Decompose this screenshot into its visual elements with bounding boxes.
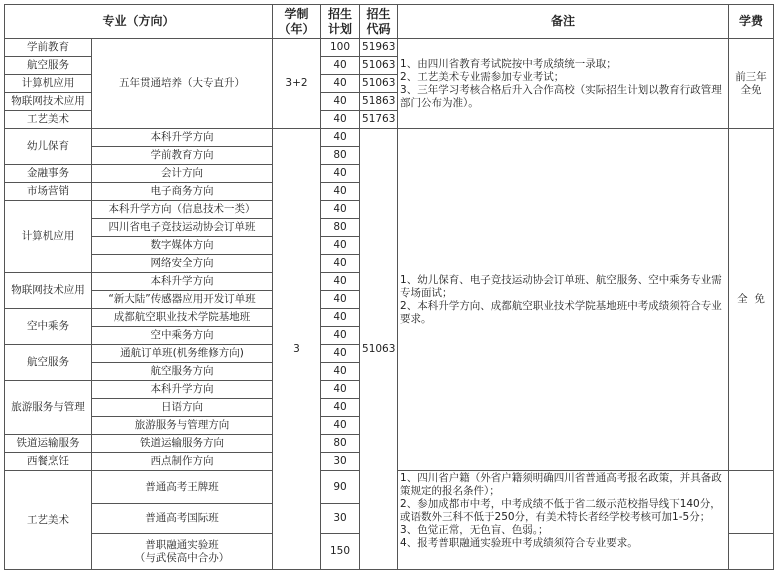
note-line: 1、幼儿保育、电子竞技运动协会订单班、航空服务、空中乘务专业需专场面试； xyxy=(400,273,722,299)
note-line: 3、三年学习考核合格后升入合作高校（实际招生计划以教育行政管理部门公布为准）。 xyxy=(400,83,722,109)
major-cell: 计算机应用 xyxy=(5,201,92,273)
plan-cell: 40 xyxy=(321,363,360,381)
fee-l1: 前三年 xyxy=(735,70,767,83)
plan-cell: 100 xyxy=(321,39,360,57)
admissions-table xyxy=(4,4,774,570)
header-plan-l1: 招生 xyxy=(328,6,353,21)
plan-cell: 80 xyxy=(321,219,360,237)
direction-l1: 普职融通实验班 xyxy=(145,538,219,551)
plan-cell: 40 xyxy=(321,309,360,327)
code-cell: 51063 xyxy=(360,75,398,93)
notes-cell xyxy=(398,129,729,471)
code-cell: 51063 xyxy=(360,129,398,570)
note-line: 2、工艺美术专业需参加专业考试； xyxy=(400,70,565,83)
plan-cell: 80 xyxy=(321,147,360,165)
plan-cell: 90 xyxy=(321,471,360,504)
direction-cell: 通航订单班(机务维修方向) xyxy=(92,345,273,363)
plan-cell: 30 xyxy=(321,504,360,534)
direction-cell xyxy=(92,534,273,570)
note-line: 4、报考普职融通实验班中考成绩须符合专业要求。 xyxy=(400,537,638,549)
direction-cell: 铁道运输服务方向 xyxy=(92,435,273,453)
header-major: 专业（方向） xyxy=(5,5,273,39)
plan-cell: 40 xyxy=(321,165,360,183)
note-line: 3、色觉正常，无色盲、色弱。； xyxy=(400,524,549,536)
notes-cell xyxy=(398,39,729,129)
direction-cell: 本科升学方向（信息技术一类） xyxy=(92,201,273,219)
direction-cell: 日语方向 xyxy=(92,399,273,417)
major-cell: 计算机应用 xyxy=(5,75,92,93)
notes-cell xyxy=(398,471,729,570)
fee-cell: 全 免 xyxy=(729,129,774,471)
note-line: 1、由四川省教育考试院按中考成绩统一录取； xyxy=(400,57,617,70)
note-line: 2、本科升学方向、成都航空职业技术学院基地班中考成绩须符合专业要求。 xyxy=(400,299,722,325)
major-cell: 金融事务 xyxy=(5,165,92,183)
code-cell: 51863 xyxy=(360,93,398,111)
header-years-l2: （年） xyxy=(278,21,315,36)
header-row xyxy=(5,5,774,39)
plan-cell: 30 xyxy=(321,453,360,471)
header-code-l2: 代码 xyxy=(366,21,391,36)
direction-cell: 空中乘务方向 xyxy=(92,327,273,345)
major-cell: 铁道运输服务 xyxy=(5,435,92,453)
plan-cell: 40 xyxy=(321,237,360,255)
note-line: 2、参加成都市中考，中考成绩不低于省二级示范校指导线下140分，或语数外三科不低于250分，有美术特长者经学校考核可加1-5分； xyxy=(400,498,721,523)
header-plan-l2: 计划 xyxy=(328,21,353,36)
plan-cell: 40 xyxy=(321,327,360,345)
major-cell: 工艺美术 xyxy=(5,471,92,570)
major-cell: 学前教育 xyxy=(5,39,92,57)
direction-cell: 电子商务方向 xyxy=(92,183,273,201)
years-cell: 3+2 xyxy=(273,39,321,129)
direction-cell: 四川省电子竞技运动协会订单班 xyxy=(92,219,273,237)
header-fee: 学费 xyxy=(729,5,774,39)
fee-cell xyxy=(729,39,774,129)
direction-cell: 西点制作方向 xyxy=(92,453,273,471)
code-cell: 51763 xyxy=(360,111,398,129)
plan-cell: 40 xyxy=(321,381,360,399)
direction-cell: 航空服务方向 xyxy=(92,363,273,381)
direction-cell: 数字媒体方向 xyxy=(92,237,273,255)
plan-cell: 150 xyxy=(321,534,360,570)
direction-cell: 网络安全方向 xyxy=(92,255,273,273)
plan-cell: 40 xyxy=(321,111,360,129)
plan-cell: 40 xyxy=(321,75,360,93)
plan-cell: 80 xyxy=(321,435,360,453)
direction-cell: 旅游服务与管理方向 xyxy=(92,417,273,435)
fee-cell-empty xyxy=(729,534,774,570)
direction-cell: 学前教育方向 xyxy=(92,147,273,165)
header-code-l1: 招生 xyxy=(366,6,391,21)
direction-cell: 本科升学方向 xyxy=(92,273,273,291)
plan-cell: 40 xyxy=(321,129,360,147)
plan-cell: 40 xyxy=(321,273,360,291)
plan-cell: 40 xyxy=(321,93,360,111)
major-cell: 旅游服务与管理 xyxy=(5,381,92,435)
major-cell: 西餐烹饪 xyxy=(5,453,92,471)
code-cell: 51963 xyxy=(360,39,398,57)
plan-cell: 40 xyxy=(321,345,360,363)
header-years xyxy=(273,5,321,39)
fee-l2: 全免 xyxy=(740,83,762,96)
plan-cell: 40 xyxy=(321,57,360,75)
header-code xyxy=(360,5,398,39)
direction-l2: （与武侯高中合办） xyxy=(134,551,230,564)
header-plan xyxy=(321,5,360,39)
major-cell: 航空服务 xyxy=(5,345,92,381)
major-cell: 幼儿保育 xyxy=(5,129,92,165)
major-cell: 市场营销 xyxy=(5,183,92,201)
header-notes: 备注 xyxy=(398,5,729,39)
table-row xyxy=(5,129,774,147)
direction-cell: 本科升学方向 xyxy=(92,129,273,147)
code-cell: 51063 xyxy=(360,57,398,75)
plan-cell: 40 xyxy=(321,201,360,219)
direction-cell: “新大陆”传感器应用开发订单班 xyxy=(92,291,273,309)
major-cell: 工艺美术 xyxy=(5,111,92,129)
plan-cell: 40 xyxy=(321,399,360,417)
years-cell: 3 xyxy=(273,129,321,570)
major-cell: 物联网技术应用 xyxy=(5,273,92,309)
fee-cell-empty xyxy=(729,471,774,534)
plan-cell: 40 xyxy=(321,183,360,201)
direction-cell: 成都航空职业技术学院基地班 xyxy=(92,309,273,327)
plan-cell: 40 xyxy=(321,291,360,309)
header-years-l1: 学制 xyxy=(284,6,309,21)
table-row xyxy=(5,39,774,57)
plan-cell: 40 xyxy=(321,417,360,435)
direction-cell: 五年贯通培养（大专直升） xyxy=(92,39,273,129)
direction-cell: 普通高考王牌班 xyxy=(92,471,273,504)
direction-cell: 本科升学方向 xyxy=(92,381,273,399)
major-cell: 空中乘务 xyxy=(5,309,92,345)
direction-cell: 普通高考国际班 xyxy=(92,504,273,534)
major-cell: 物联网技术应用 xyxy=(5,93,92,111)
plan-cell: 40 xyxy=(321,255,360,273)
direction-cell: 会计方向 xyxy=(92,165,273,183)
major-cell: 航空服务 xyxy=(5,57,92,75)
note-line: 1、四川省户籍（外省户籍须明确四川省普通高考报名政策，并具备政策规定的报名条件）； xyxy=(400,472,722,497)
